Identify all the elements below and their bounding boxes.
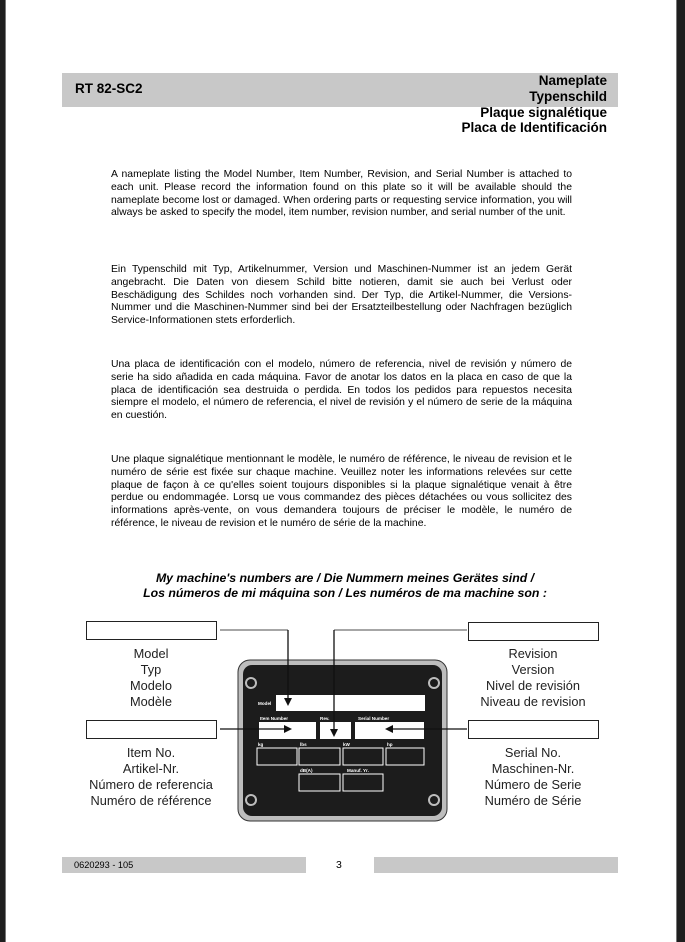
model-labels: Model Typ Modelo Modèle [130,646,172,709]
paragraph-german: Ein Typenschild mit Typ, Artikelnummer, Version und Maschinen-Nummer ist an jedem Gerät angebracht. Die Daten von diesem Schild bitte notieren, damit sie auch bei Verlust oder Beschädigung des Schildes noch vorhanden sind. Der Typ, die Artikel-Nummer, die Versions- Nummer und die Maschinen-Nummer sind bei der Ersatzteilbestellung oder Nachfragen bezüglich Service-Informationen stets erforderlich. [111,264,572,327]
paragraph-english: A nameplate listing the Model Number, Item Number, Revision, and Serial Number is attached to each unit. Please record the information found on this plate so it will be available should the nameplate become lost or damaged. When ordering parts or requesting service information, you will always be asked to specify the model, item number, revision number, and serial number of the unit. [111,169,572,219]
page-number: 3 [336,859,342,871]
serial-number-labels: Serial No. Maschinen-Nr. Número de Serie Numéro de Série [484,745,582,808]
item-number-labels: Item No. Artikel-Nr. Número de referencia Numéro de référence [89,745,213,808]
title-english: Nameplate [538,73,607,88]
svg-text:kW: kW [343,742,350,747]
caption-line-1: My machine's numbers are / Die Nummern meines Gerätes sind / [155,571,535,585]
svg-text:Model: Model [258,701,272,706]
svg-text:Serial Number: Serial Number [358,716,390,721]
title-french: Plaque signalétique [480,104,607,120]
revision-entry-field[interactable] [468,622,599,641]
paragraph-spanish: Una placa de identificación con el modelo, número de referencia, nivel de revisión y número de serie ha sido añadida en cada máquina. Favor de anotar los datos en la placa en caso de que la placa de identificación sea destruida o perdida. En todos los pedidos para repuestos necesita siempre el modelo, el número de referencia, el nivel de revisión y el número de serie de la máquina en cuestión. [111,359,572,422]
revision-labels: Revision Version Nivel de revisión Niveau de revision [480,646,586,709]
model-title: RT 82-SC2 [75,81,143,96]
svg-text:Manuf. Yr.: Manuf. Yr. [347,768,369,773]
serial-number-entry-field[interactable] [468,720,599,739]
svg-text:kg: kg [258,742,264,747]
svg-text:Rev.: Rev. [320,716,330,721]
caption-line-2: Los números de mi máquina son / Les numéros de ma machine son : [143,585,547,600]
item-number-entry-field[interactable] [86,720,217,739]
paragraph-french: Une plaque signalétique mentionnant le modèle, le numéro de référence, le niveau de revision et le numéro de série est fixée sur chaque machine. Veuillez noter les informations relevées sur cette plaque de façon à ce qu'elles soient toujours disponibles si la plaque signalétique venait à être perdue ou endommagée. Lorsq ue vous commandez des pièces détachées ou vous sollicitez des informations après-vente, on vous demandera toujours de préciser le modèle, le numéro de référence, le niveau de revision et le numéro de série de la machine. [111,454,572,529]
svg-text:Item Number: Item Number [260,716,289,721]
model-entry-field[interactable] [86,621,217,640]
svg-text:dB(A): dB(A) [300,768,313,773]
document-number: 0620293 - 105 [74,860,134,870]
footer-bar-right [374,857,618,873]
title-spanish: Placa de Identificación [461,120,607,136]
svg-text:lbs: lbs [300,742,307,747]
nameplate-plate [238,660,447,821]
svg-text:hp: hp [387,742,393,747]
title-german: Typenschild [529,88,607,104]
